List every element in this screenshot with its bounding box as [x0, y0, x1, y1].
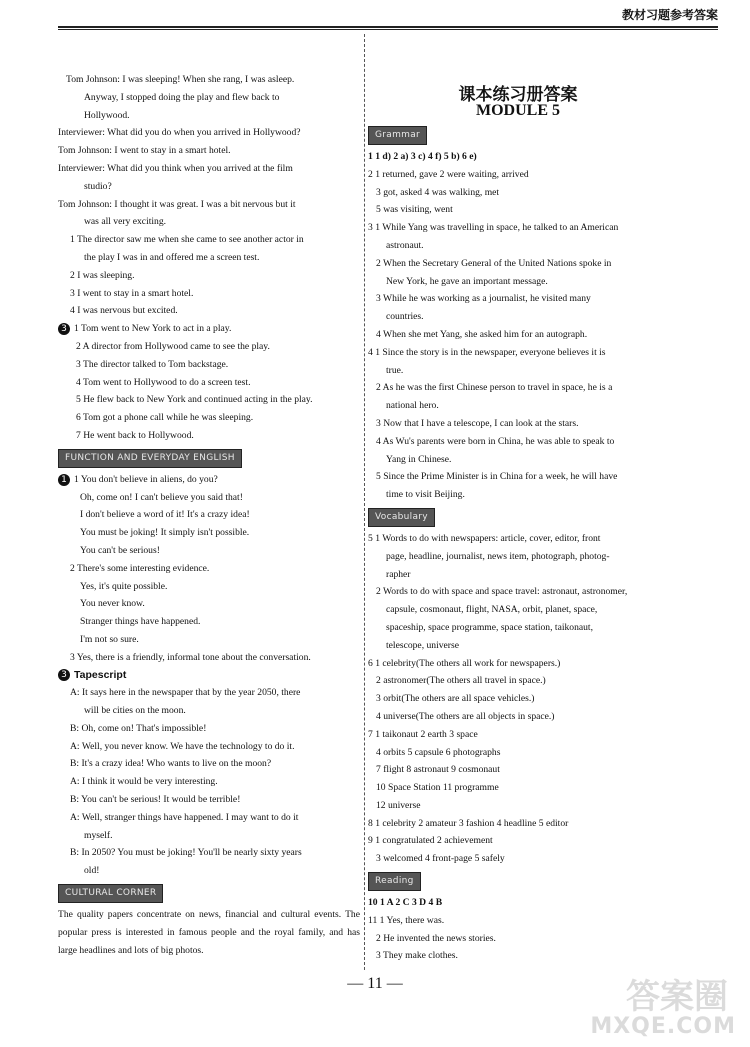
answer-line: rapher — [386, 568, 411, 580]
tapescript-line: B: You can't be serious! It would be terrible! — [70, 794, 241, 806]
watermark-logo — [592, 969, 742, 1041]
answer-line: 4 As Wu's parents were born in China, he was able to speak to — [376, 435, 615, 447]
right-column — [368, 122, 668, 965]
exercise-number-badge: 3 — [58, 669, 70, 681]
answer-line: You must be joking! It simply isn't possible. — [80, 527, 250, 539]
answer-line: 7 flight 8 astronaut 9 cosmonaut — [376, 764, 500, 776]
answer-line: 3 They make clothes. — [376, 950, 458, 962]
answer-line: 6 1 celebrity(The others all work for newspapers.) — [368, 657, 561, 669]
column-divider — [364, 34, 365, 970]
answer-line: Yes, it's quite possible. — [80, 580, 168, 592]
dialog-line: Hollywood. — [84, 109, 130, 121]
answer-line: telescope, universe — [386, 639, 459, 651]
answer-line: countries. — [386, 311, 424, 323]
answer-line: the play I was in and offered me a screen test. — [84, 251, 260, 263]
answer-line: capsule, cosmonaut, flight, NASA, orbit, planet, space, — [386, 604, 598, 616]
tapescript-line: myself. — [84, 829, 113, 841]
answer-line: 1 1 d) 2 a) 3 c) 4 f) 5 b) 6 e) — [368, 151, 477, 162]
answer-line: 3 Now that I have a telescope, I can look at the stars. — [376, 417, 579, 429]
answer-line: 3 welcomed 4 front-page 5 safely — [376, 853, 505, 865]
page-title-module: MODULE 5 — [476, 102, 560, 119]
answer-line: 8 1 celebrity 2 amateur 3 fashion 4 headline 5 editor — [368, 817, 569, 829]
answer-line: 2 I was sleeping. — [70, 269, 135, 281]
answer-line: 7 1 taikonaut 2 earth 3 space — [368, 728, 478, 740]
answer-line: national hero. — [386, 400, 439, 412]
answer-line: 2 As he was the first Chinese person to travel in space, he is a — [376, 382, 613, 394]
answer-line: page, headline, journalist, news item, photograph, photog- — [386, 550, 610, 562]
dialog-line: Interviewer: What did you think when you arrived at the film — [58, 162, 293, 174]
dialog-line: Tom Johnson: I thought it was great. I was a bit nervous but it — [58, 198, 296, 210]
section-heading-function: FUNCTION AND EVERYDAY ENGLISH — [58, 449, 242, 468]
dialog-line: Interviewer: What did you do when you arrived in Hollywood? — [58, 127, 301, 139]
cultural-paragraph: The quality papers concentrate on news, financial and cultural events. The popular press is interested in famous people and the royal family, and has large headlines and lots of big photos. — [58, 909, 360, 956]
answer-line: spaceship, space programme, space station, taikonaut, — [386, 621, 593, 633]
tapescript-line: A: Well, stranger things have happened. I may want to do it — [70, 811, 299, 823]
answer-line: You never know. — [80, 598, 145, 610]
answer-line: 11 1 Yes, there was. — [368, 914, 445, 926]
answer-line: 10 1 A 2 C 3 D 4 B — [368, 897, 443, 909]
answer-line: 2 A director from Hollywood came to see the play. — [76, 340, 270, 352]
watermark-text: 答案圈 — [626, 977, 728, 1017]
answer-line: Oh, come on! I can't believe you said that! — [80, 491, 243, 503]
answer-line: 5 was visiting, went — [376, 204, 453, 216]
section-heading-cultural: CULTURAL CORNER — [58, 884, 163, 903]
exercise-number-badge: 1 — [58, 474, 70, 486]
answer-line: 5 Since the Prime Minister is in China for a week, he will have — [376, 471, 618, 483]
answer-line: 4 universe(The others are all objects in space.) — [376, 710, 555, 722]
page-number: — 11 — — [347, 975, 403, 992]
answer-line: I don't believe a word of it! It's a crazy idea! — [80, 509, 250, 521]
dialog-line: Tom Johnson: I was sleeping! When she rang, I was asleep. — [66, 74, 295, 85]
answer-line: Yang in Chinese. — [386, 453, 452, 465]
dialog-line: Anyway, I stopped doing the play and flew back to — [84, 91, 280, 103]
answer-line: 12 universe — [376, 799, 421, 811]
answer-line: true. — [386, 364, 404, 376]
answer-line: New York, he gave an important message. — [386, 275, 548, 287]
answer-line: 3 The director talked to Tom backstage. — [76, 358, 229, 370]
tapescript-heading: 3 Tapescript — [58, 667, 360, 685]
answer-line: 2 He invented the news stories. — [376, 932, 496, 944]
answer-line: 9 1 congratulated 2 achievement — [368, 835, 493, 847]
tapescript-line: old! — [84, 865, 100, 877]
tapescript-line: B: Oh, come on! That's impossible! — [70, 722, 207, 734]
answer-line: 1 1 You don't believe in aliens, do you? — [58, 471, 360, 489]
answer-line: 2 There's some interesting evidence. — [70, 562, 210, 574]
tapescript-line: B: It's a crazy idea! Who wants to live on the moon? — [70, 758, 272, 770]
page-header-title: 教材习题参考答案 — [621, 8, 718, 22]
answer-line: 2 When the Secretary General of the United Nations spoke in — [376, 257, 612, 269]
answer-line: 2 astronomer(The others all travel in space.) — [376, 675, 546, 687]
tapescript-line: A: It says here in the newspaper that by the year 2050, there — [70, 687, 301, 699]
header-rule — [58, 26, 718, 28]
answer-line: time to visit Beijing. — [386, 489, 465, 501]
dialog-line: studio? — [84, 180, 112, 192]
answer-line: 1 The director saw me when she came to see another actor in — [70, 234, 304, 246]
section-heading-grammar: Grammar — [368, 126, 427, 145]
dialog-line: was all very exciting. — [84, 216, 167, 228]
answer-line: You can't be serious! — [80, 544, 160, 556]
header-rule-thin — [58, 29, 718, 30]
exercise-number-badge: 3 — [58, 323, 70, 335]
answer-line: 4 When she met Yang, she asked him for an autograph. — [376, 328, 588, 340]
answer-line: 6 Tom got a phone call while he was sleeping. — [76, 412, 254, 424]
answer-line: 3 1 While Yang was travelling in space, he talked to an American — [368, 222, 619, 234]
tapescript-line: will be cities on the moon. — [84, 705, 186, 717]
answer-line: 4 I was nervous but excited. — [70, 305, 178, 317]
answer-line: Stranger things have happened. — [80, 616, 201, 628]
left-column — [58, 71, 360, 959]
tapescript-line: B: In 2050? You must be joking! You'll be nearly sixty years — [70, 847, 302, 859]
watermark-url: MXQE.COM — [590, 1014, 736, 1039]
answer-line: 3 1 Tom went to New York to act in a play. — [58, 320, 360, 338]
answer-line: 10 Space Station 11 programme — [376, 782, 499, 794]
answer-line: astronaut. — [386, 239, 424, 251]
section-heading-reading: Reading — [368, 872, 421, 891]
answer-line: 3 I went to stay in a smart hotel. — [70, 287, 194, 299]
page-title-cn: 课本练习册答案 — [458, 85, 578, 105]
answer-line: 2 1 returned, gave 2 were waiting, arrived — [368, 168, 529, 180]
tapescript-line: A: I think it would be very interesting. — [70, 776, 218, 788]
tapescript-line: A: Well, you never know. We have the technology to do it. — [70, 740, 295, 752]
dialog-line: Tom Johnson: I went to stay in a smart hotel. — [58, 145, 231, 157]
answer-line: 3 orbit(The others are all space vehicles.) — [376, 693, 535, 705]
answer-line: 4 1 Since the story is in the newspaper, everyone believes it is — [368, 346, 606, 358]
answer-line: 2 Words to do with space and space travel: astronaut, astronomer, — [376, 586, 628, 598]
answer-line: 7 He went back to Hollywood. — [76, 429, 194, 441]
answer-line: 3 Yes, there is a friendly, informal tone about the conversation. — [70, 651, 311, 663]
answer-line: 4 orbits 5 capsule 6 photographs — [376, 746, 501, 758]
answer-line: 5 1 Words to do with newspapers: article, cover, editor, front — [368, 532, 601, 544]
answer-line: 5 He flew back to New York and continued acting in the play. — [76, 394, 313, 406]
answer-line: 3 got, asked 4 was walking, met — [376, 186, 500, 198]
answer-line: 3 While he was working as a journalist, he visited many — [376, 293, 591, 305]
section-heading-vocabulary: Vocabulary — [368, 508, 435, 527]
answer-line: I'm not so sure. — [80, 633, 139, 645]
answer-line: 4 Tom went to Hollywood to do a screen test. — [76, 376, 251, 388]
